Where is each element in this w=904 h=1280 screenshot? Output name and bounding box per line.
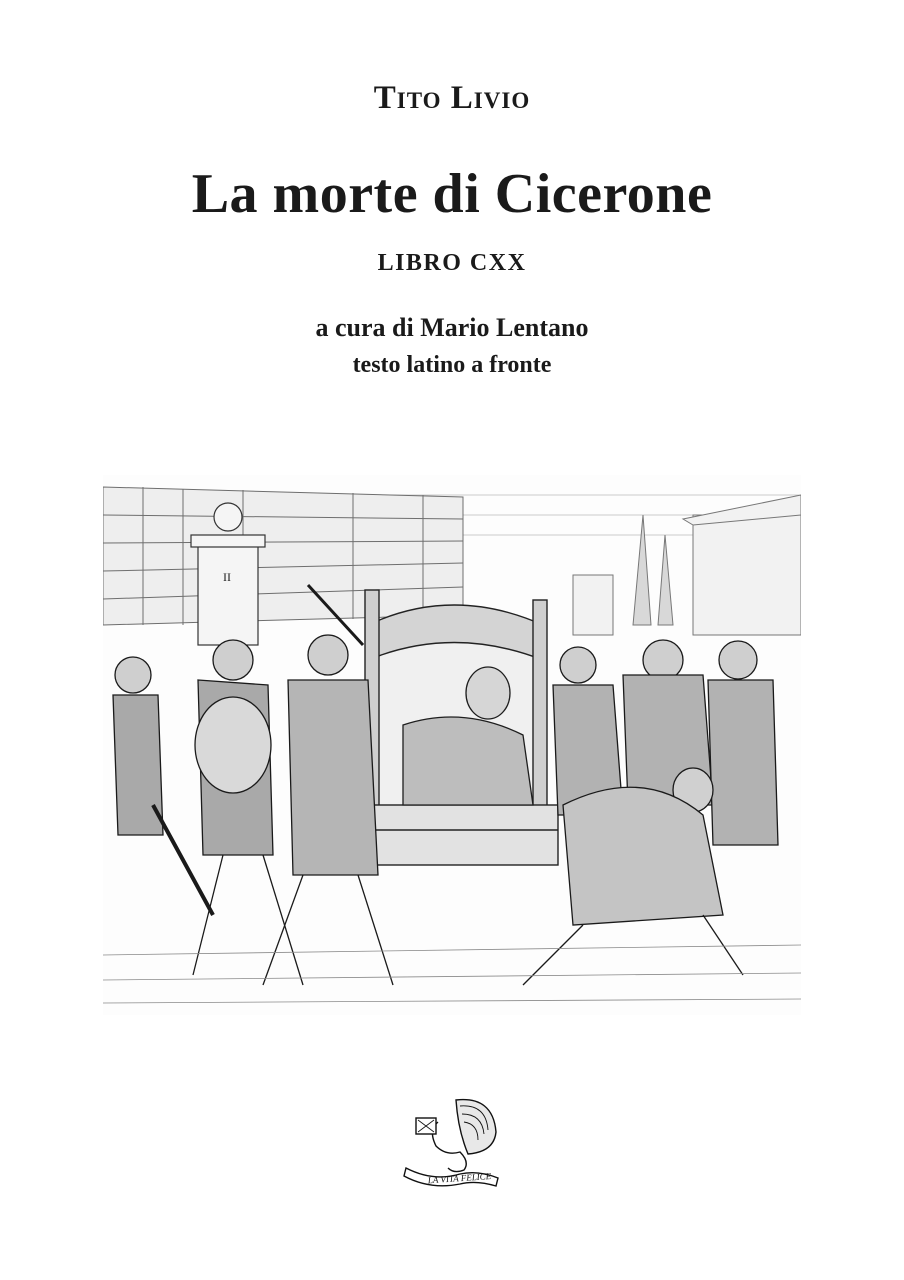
- book-number: LIBRO CXX: [377, 250, 527, 276]
- book-title: La morte di Cicerone: [191, 163, 713, 225]
- publisher-logo: [398, 1090, 508, 1195]
- cover-engraving: [103, 475, 801, 1015]
- edition-note: testo latino a fronte: [352, 352, 552, 378]
- author-name: Tito Livio: [373, 80, 531, 116]
- publisher-motto: LA VITA FELICE: [427, 1170, 492, 1186]
- editor-credit: a cura di Mario Lentano: [315, 313, 589, 342]
- pillar-numeral: II: [223, 570, 231, 584]
